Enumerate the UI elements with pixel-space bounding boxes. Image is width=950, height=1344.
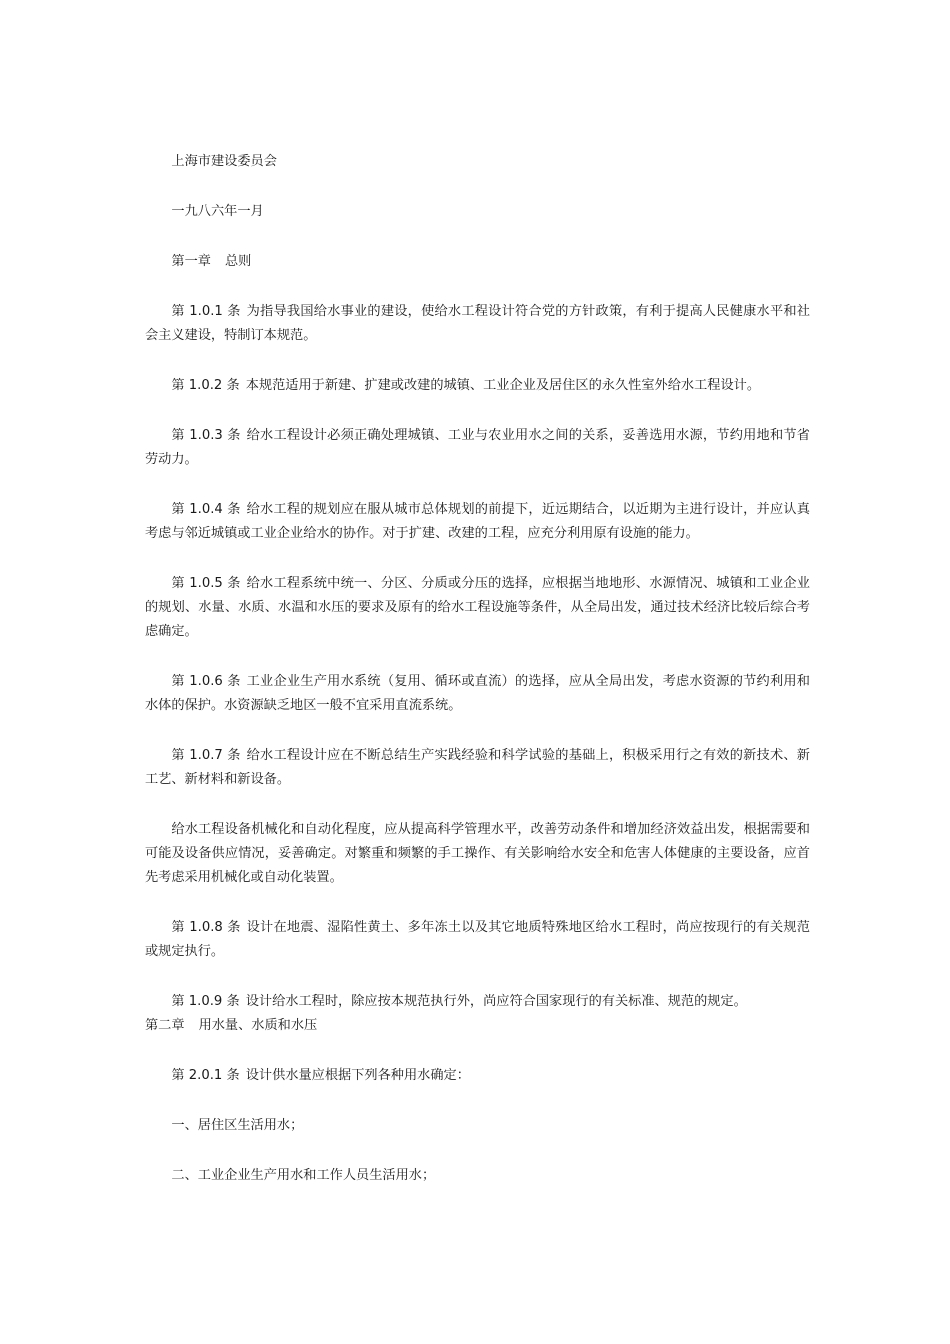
article-1-0-1 (145, 300, 810, 348)
list-item (145, 1114, 810, 1138)
article-text: 设计给水工程时，除应按本规范执行外，尚应符合国家现行的有关标准、规范的规定。 (245, 994, 747, 1009)
article-text: 给水工程设计必须正确处理城镇、工业与农业用水之间的关系，妥善选用水源，节约用地和节省劳动力。 (145, 428, 810, 467)
paragraph-text: 给水工程设备机械化和自动化程度，应从提高科学管理水平，改善劳动条件和增加经济效益出发，根据需要和可能及设备供应情况，妥善确定。对繁重和频繁的手工操作、有关影响给水安全和危害人体健康的主要设备，应首先考虑采用机械化或自动化装置。 (145, 822, 810, 885)
article-label: 第 1.0.2 条 (171, 378, 240, 393)
list-item-text: 一、居住区生活用水； (171, 1118, 304, 1133)
article-1-0-6 (145, 670, 810, 718)
article-text: 给水工程的规划应在服从城市总体规划的前提下，近远期结合，以近期为主进行设计，并应认真考虑与邻近城镇或工业企业给水的协作。对于扩建、改建的工程，应充分利用原有设施的能力。 (145, 502, 810, 541)
article-1-0-3 (145, 424, 810, 472)
document-body (145, 150, 810, 1214)
issue-date: 一九八六年一月 (171, 204, 264, 219)
issuer-line (145, 150, 810, 174)
list-item (145, 1164, 810, 1188)
article-label: 第 1.0.3 条 (171, 428, 241, 443)
article-label: 第 1.0.4 条 (171, 502, 241, 517)
article-1-0-4 (145, 498, 810, 546)
article-2-0-1 (145, 1064, 810, 1088)
article-1-0-7 (145, 744, 810, 792)
list-item-text: 二、工业企业生产用水和工作人员生活用水； (171, 1168, 436, 1183)
article-1-0-5 (145, 572, 810, 644)
article-text: 工业企业生产用水系统（复用、循环或直流）的选择，应从全局出发，考虑水资源的节约利用和水体的保护。水资源缺乏地区一般不宜采用直流系统。 (145, 674, 810, 713)
article-label: 第 1.0.7 条 (171, 748, 241, 763)
article-text: 本规范适用于新建、扩建或改建的城镇、工业企业及居住区的永久性室外给水工程设计。 (245, 378, 761, 393)
article-label: 第 1.0.8 条 (171, 920, 241, 935)
chapter-1-number: 第一章 (171, 254, 211, 269)
article-1-0-8 (145, 916, 810, 964)
article-text: 给水工程设计应在不断总结生产实践经验和科学试验的基础上，积极采用行之有效的新技术、新工艺、新材料和新设备。 (145, 748, 810, 787)
article-label: 第 2.0.1 条 (171, 1068, 240, 1083)
date-line (145, 200, 810, 224)
article-label: 第 1.0.1 条 (171, 304, 241, 319)
article-text: 设计在地震、湿陷性黄土、多年冻土以及其它地质特殊地区给水工程时，尚应按现行的有关规范或规定执行。 (145, 920, 810, 959)
chapter-1-title: 总则 (224, 254, 252, 269)
chapter-2-number: 第二章 (145, 1018, 185, 1033)
mechanization-paragraph (145, 818, 810, 890)
issuer: 上海市建设委员会 (171, 154, 277, 169)
article-text: 为指导我国给水事业的建设，使给水工程设计符合党的方针政策，有利于提高人民健康水平和社会主义建设，特制订本规范。 (145, 304, 810, 343)
chapter-2-title: 用水量、水质和水压 (198, 1018, 318, 1033)
article-label: 第 1.0.6 条 (171, 674, 241, 689)
article-label: 第 1.0.9 条 (171, 994, 240, 1009)
article-text: 给水工程系统中统一、分区、分质或分压的选择，应根据当地地形、水源情况、城镇和工业企业的规划、水量、水质、水温和水压的要求及原有的给水工程设施等条件，从全局出发，通过技术经济比较后综合考虑确定。 (145, 576, 810, 639)
article-1-0-9 (145, 990, 810, 1014)
article-1-0-2 (145, 374, 810, 398)
article-text: 设计供水量应根据下列各种用水确定： (245, 1068, 470, 1083)
article-label: 第 1.0.5 条 (171, 576, 241, 591)
chapter-1-heading (145, 250, 810, 274)
chapter-2-heading (145, 1014, 810, 1038)
